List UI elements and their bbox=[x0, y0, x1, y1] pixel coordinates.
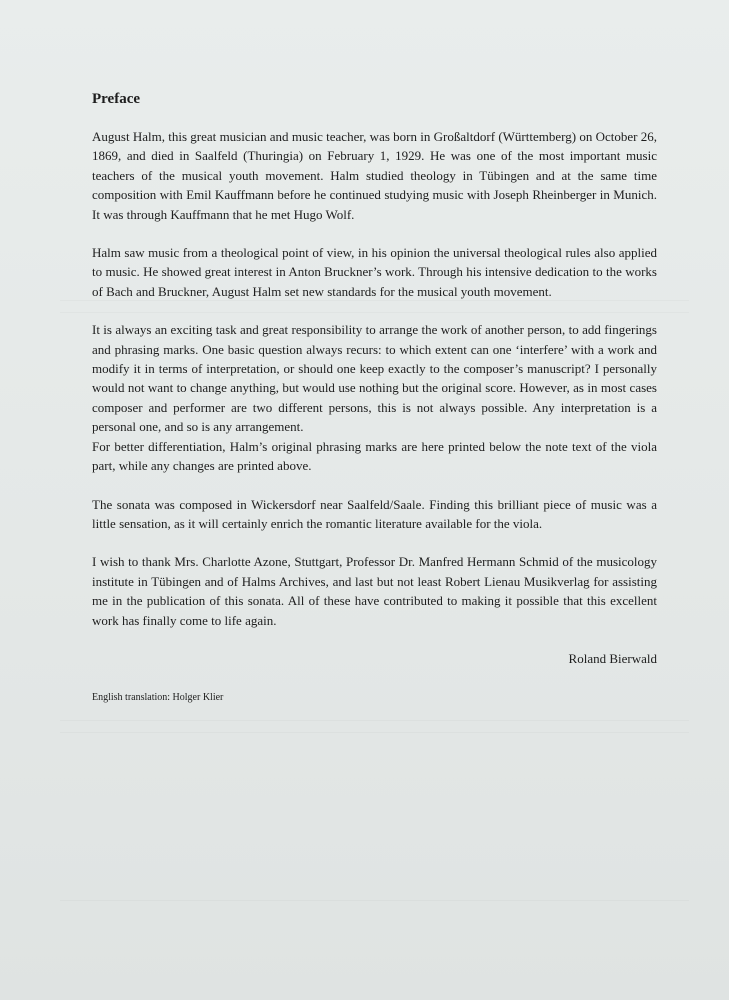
show-through-line bbox=[60, 732, 689, 733]
paragraph-arrangement: It is always an exciting task and great responsibility to arrange the work of another person, to add fingerings and phrasing marks. One basic question always recurs: to which extent can one ‘interfere’ with a work and modify it in terms of interpretation, or should one keep exactly to the composer’s manuscript? I personally would not want to change anything, but would use nothing but the original score. However, as in most cases composer and performer are two different persons, this is not always possible. Any interpretation is a personal one, and so is any arrangement. bbox=[92, 322, 657, 435]
paragraph-theology: Halm saw music from a theological point of view, in his opinion the universal theological rules also applied to music. He showed great interest in Anton Bruckner’s work. Through his intensive dedication to the works of Bach and Bruckner, August Halm set new standards for the musical youth movement. bbox=[92, 245, 657, 299]
preface-content bbox=[92, 88, 657, 705]
paragraph-differentiation: For better differentiation, Halm’s original phrasing marks are here printed below the note text of the viola part, while any changes are printed above. bbox=[92, 438, 657, 474]
paragraph-biography: August Halm, this great musician and music teacher, was born in Großaltdorf (Württemberg) on October 26, 1869, and died in Saalfeld (Thuringia) on February 1, 1929. He was one of the most important music teachers of the musical youth movement. Halm studied theology in Tübingen and at the same time composition with Emil Kauffmann before he continued studying music with Joseph Rheinberger in Munich. It was through Kauffmann that he met Hugo Wolf. bbox=[92, 129, 657, 222]
paragraph-composition: The sonata was composed in Wickersdorf near Saalfeld/Saale. Finding this brilliant piece of music was a little sensation, as it will certainly enrich the romantic literature available for the viola. bbox=[92, 496, 657, 531]
show-through-line bbox=[60, 720, 689, 721]
paragraph-acknowledgements: I wish to thank Mrs. Charlotte Azone, Stuttgart, Professor Dr. Manfred Hermann Schmid of the musicology institute in Tübingen and of Halms Archives, and last but not least Robert Lienau Musikverlag for assisting me in the publication of this sonata. All of these have contributed to making it possible that this excellent work has finally come to life again. bbox=[92, 554, 657, 628]
page-title: Preface bbox=[92, 91, 141, 107]
signature: Roland Bierwald bbox=[568, 650, 657, 666]
translation-credit: English translation: Holger Klier bbox=[92, 691, 224, 703]
show-through-line bbox=[60, 900, 689, 901]
